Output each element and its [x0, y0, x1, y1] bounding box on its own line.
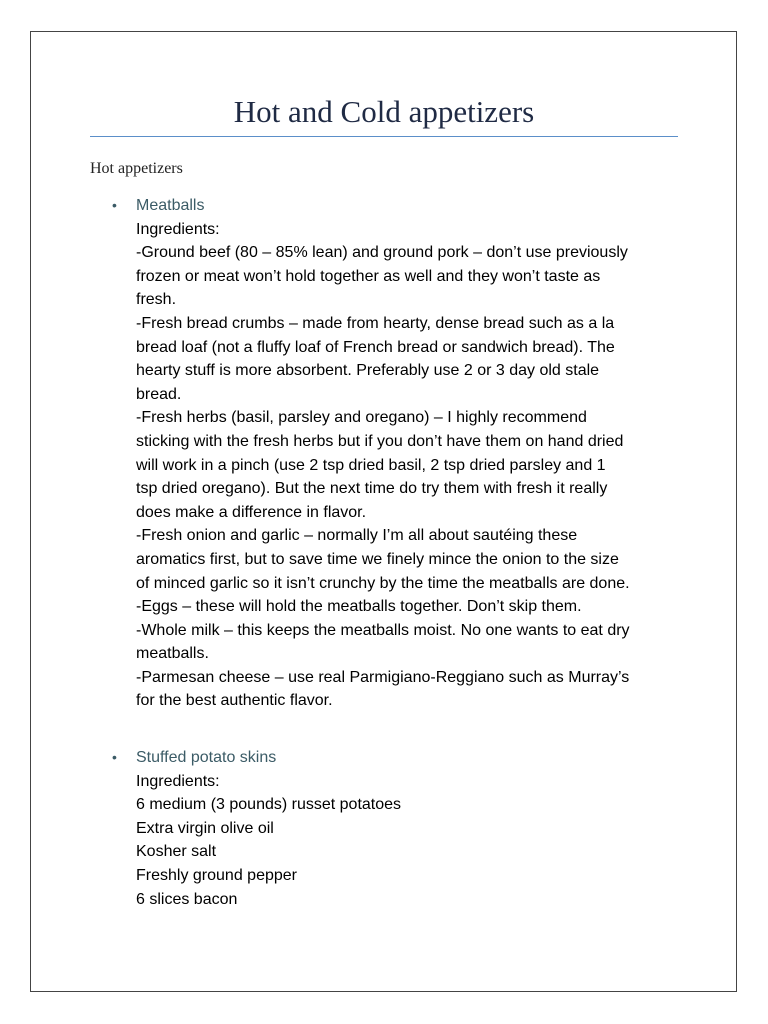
recipe-line: 6 slices bacon: [136, 890, 238, 908]
recipe-line: -Parmesan cheese – use real Parmigiano-Reggiano such as Murray’s: [136, 668, 630, 686]
recipe-line: for the best authentic flavor.: [136, 692, 333, 710]
recipe-line: -Eggs – these will hold the meatballs together. Don’t skip them.: [136, 598, 582, 616]
recipe-line: does make a difference in flavor.: [136, 503, 367, 521]
recipe-line: bread loaf (not a fluffy loaf of French bread or sandwich bread). The: [136, 338, 615, 356]
recipe-line: Ingredients:: [136, 772, 220, 790]
recipe-meatballs: [112, 194, 696, 713]
recipe-line: -Whole milk – this keeps the meatballs moist. No one wants to eat dry: [136, 621, 630, 639]
recipe-name: Stuffed potato skins: [136, 749, 277, 766]
recipe-line: fresh.: [136, 291, 177, 309]
bullet-icon: •: [112, 749, 117, 765]
recipe-line: Freshly ground pepper: [136, 866, 297, 884]
recipe-line: Extra virgin olive oil: [136, 819, 274, 837]
recipe-line: -Fresh herbs (basil, parsley and oregano) – I highly recommend: [136, 409, 587, 427]
bullet-icon: •: [112, 197, 117, 213]
recipe-line: -Ground beef (80 – 85% lean) and ground pork – don’t use previously: [136, 244, 628, 262]
recipe-line: sticking with the fresh herbs but if you don’t have them on hand dried: [136, 432, 624, 450]
recipe-line: 6 medium (3 pounds) russet potatoes: [136, 796, 402, 814]
recipe-line: Kosher salt: [136, 843, 217, 861]
recipe-name: Meatballs: [136, 197, 205, 214]
section-heading-hot-appetizers: Hot appetizers: [90, 160, 183, 177]
recipe-line: meatballs.: [136, 645, 209, 663]
recipe-line: -Fresh onion and garlic – normally I’m all about sautéing these: [136, 527, 578, 545]
recipe-line: hearty stuff is more absorbent. Preferably use 2 or 3 day old stale: [136, 362, 600, 380]
recipe-line: bread.: [136, 385, 182, 403]
recipe-stuffed-potato-skins: [112, 746, 696, 911]
document-title: Hot and Cold appetizers: [233, 94, 535, 129]
recipe-line: Ingredients:: [136, 220, 220, 238]
recipe-line: of minced garlic so it isn’t crunchy by the time the meatballs are done.: [136, 574, 630, 592]
recipe-line: frozen or meat won’t hold together as well and they won’t taste as: [136, 267, 601, 285]
recipe-line: -Fresh bread crumbs – made from hearty, dense bread such as a la: [136, 314, 615, 332]
recipe-line: will work in a pinch (use 2 tsp dried basil, 2 tsp dried parsley and 1: [136, 456, 606, 474]
recipe-line: aromatics first, but to save time we finely mince the onion to the size: [136, 550, 619, 568]
title-underline: [90, 136, 678, 137]
recipe-line: tsp dried oregano). But the next time do try them with fresh it really: [136, 480, 608, 498]
